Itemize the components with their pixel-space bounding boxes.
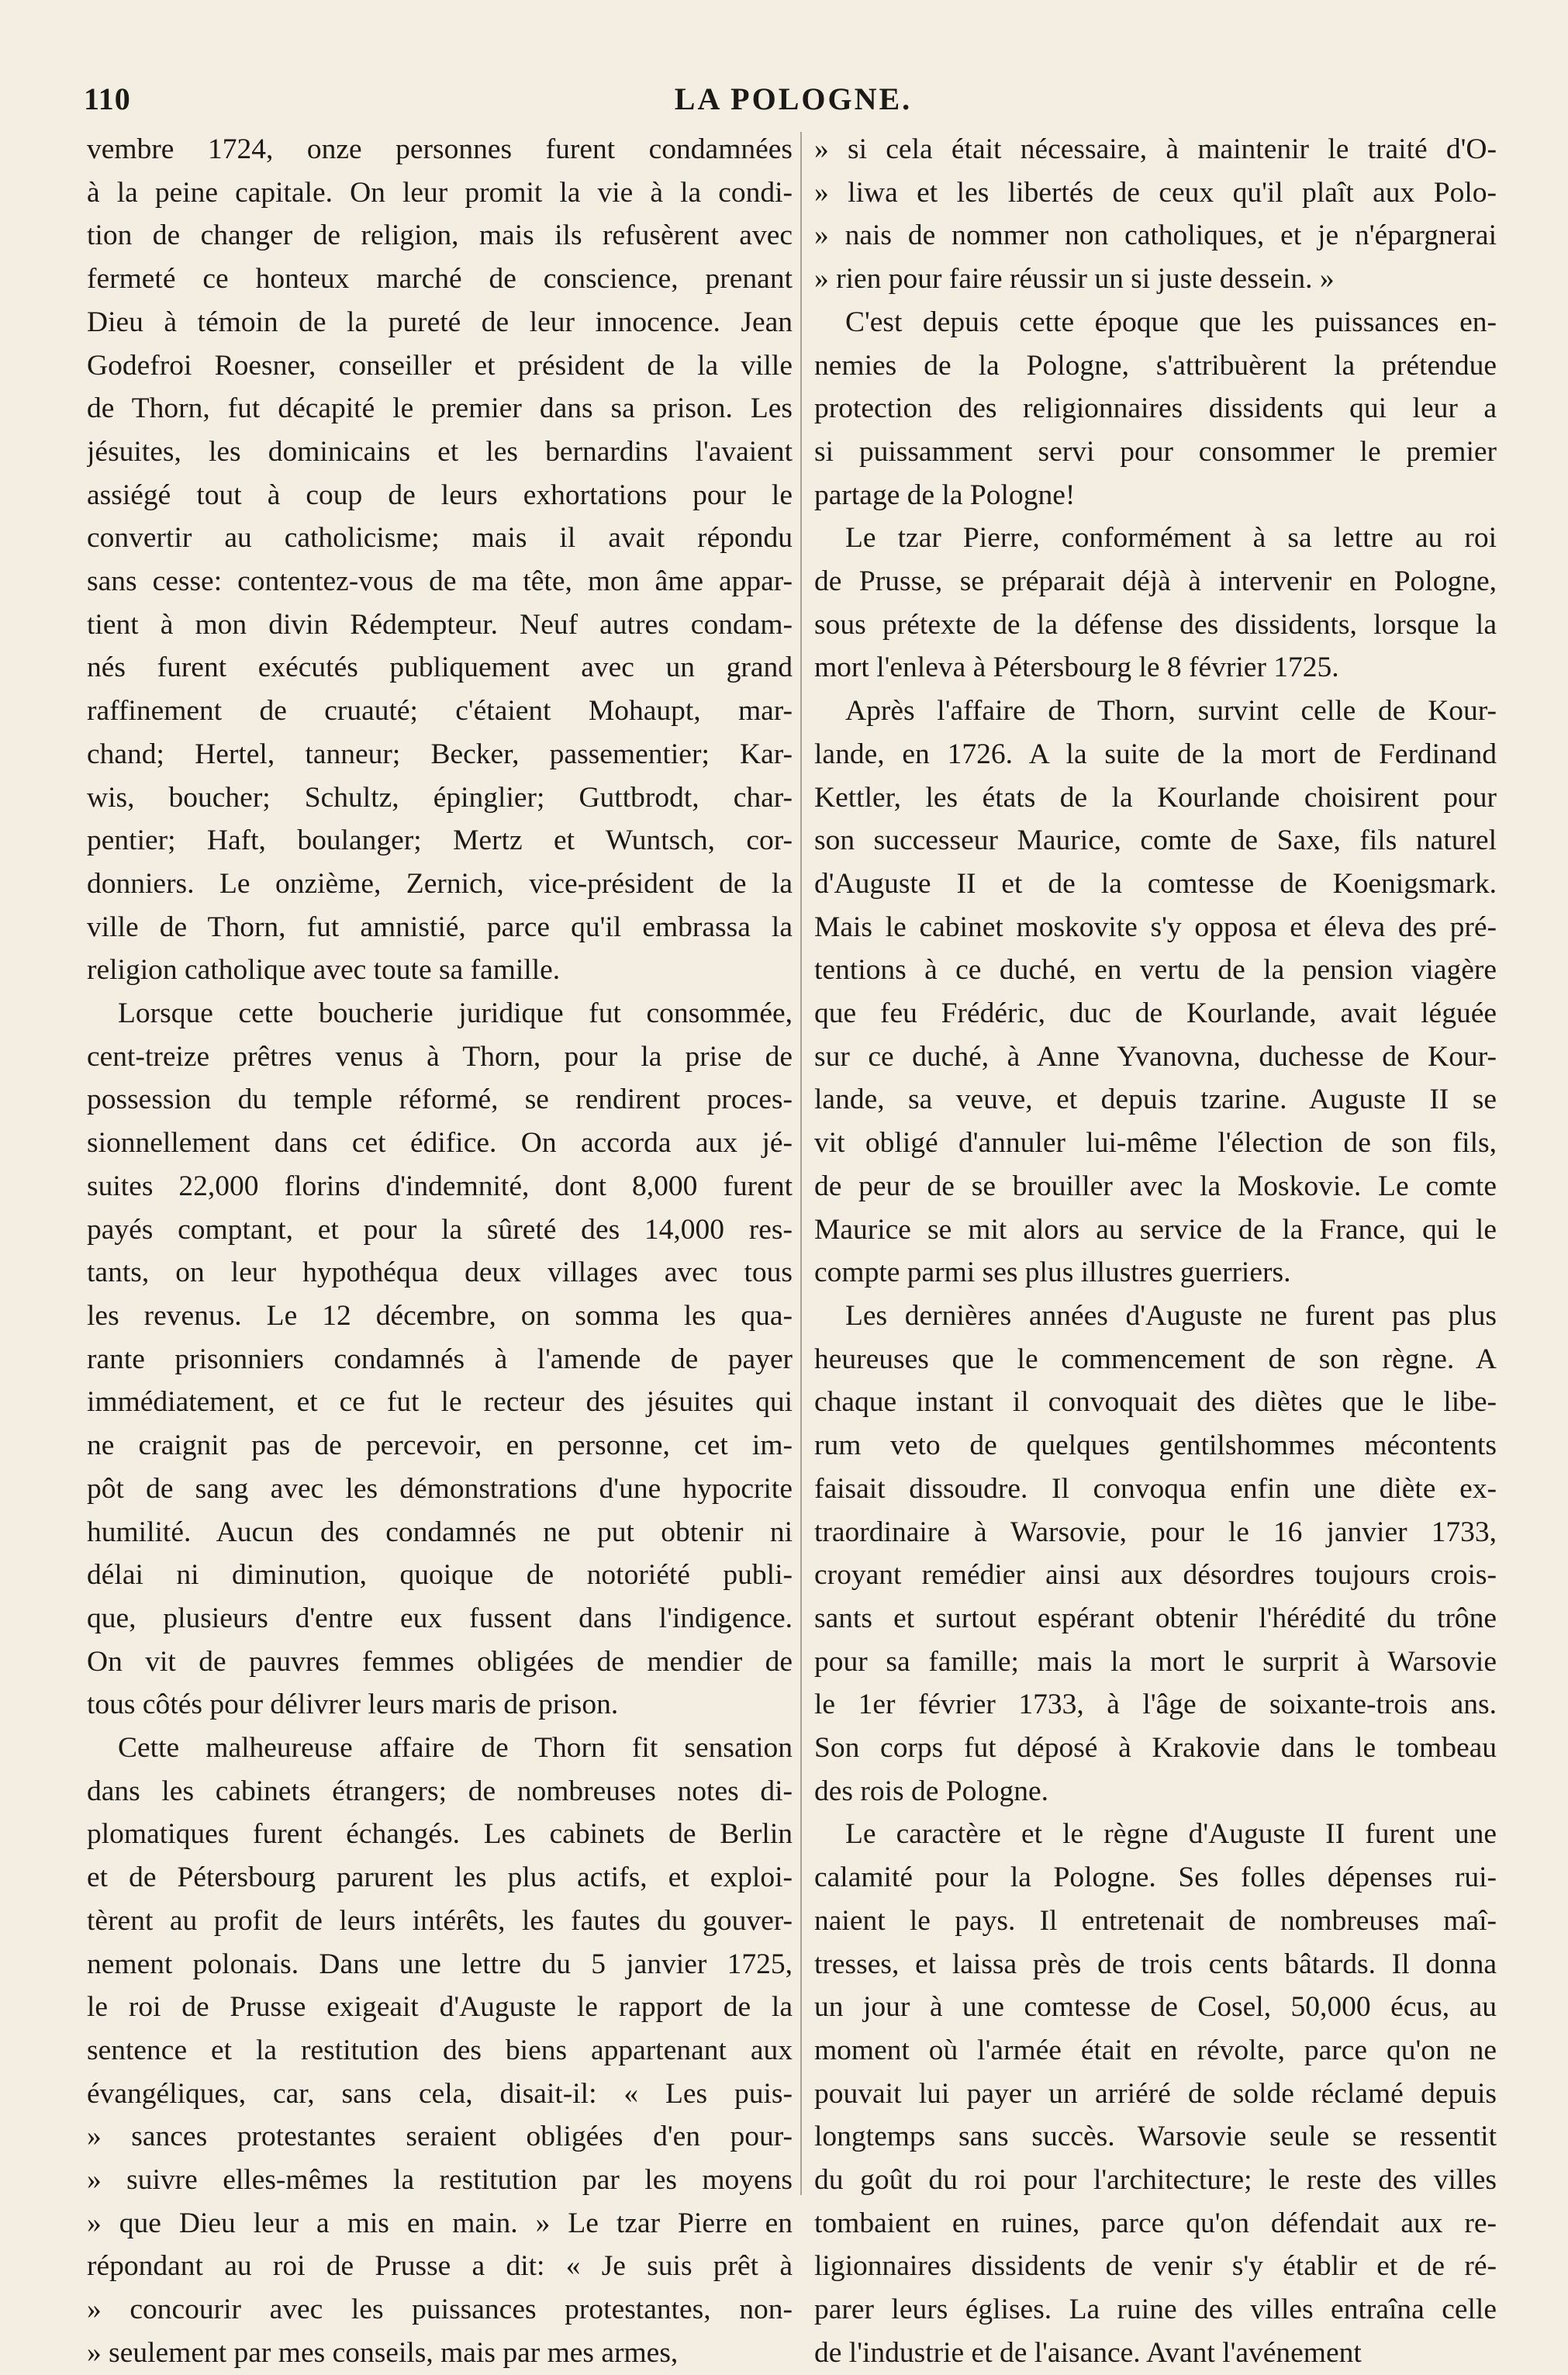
text-line: » sances protestantes seraient obligées d'en pour- [87, 2121, 793, 2153]
text-line: faisait dissoudre. Il convoqua enfin une diète ex- [814, 1472, 1497, 1505]
text-line: » suivre elles-mêmes la restitution par les moyens [87, 2164, 793, 2197]
text-line: Le caractère et le règne d'Auguste II furent une [845, 1818, 1497, 1851]
text-line: moment où l'armée était en révolte, parce qu'on ne [814, 2034, 1497, 2066]
text-line: calamité pour la Pologne. Ses folles dépenses rui- [814, 1862, 1497, 1894]
text-line: évangéliques, car, sans cela, disait-il: « Les puis- [87, 2077, 793, 2110]
text-line: répondant au roi de Prusse a dit: « Je suis prêt à [87, 2250, 793, 2283]
text-line: pouvait lui payer un arriéré de solde réclamé depuis [814, 2077, 1497, 2110]
text-line: Lorsque cette boucherie juridique fut consommée, [118, 997, 793, 1030]
text-line: payés comptant, et pour la sûreté des 14,000 res- [87, 1213, 793, 1246]
text-line: Cette malheureuse affaire de Thorn fit sensation [118, 1732, 793, 1765]
text-line: Le tzar Pierre, conformément à sa lettre au roi [845, 522, 1497, 555]
text-line: que, plusieurs d'entre eux fussent dans l'indigence. [87, 1602, 793, 1634]
text-line: Son corps fut déposé à Krakovie dans le tombeau [814, 1732, 1497, 1765]
text-line: Kettler, les états de la Kourlande choisirent pour [814, 781, 1497, 814]
paragraph [87, 992, 793, 1727]
text-line: sur ce duché, à Anne Yvanovna, duchesse de Kour- [814, 1040, 1497, 1073]
text-line: » seulement par mes conseils, mais par mes armes, [87, 2336, 679, 2369]
column-divider [800, 132, 802, 2195]
text-line: tentions à ce duché, en vertu de la pension viagère [814, 954, 1497, 987]
text-line: de Thorn, fut décapité le premier dans sa prison. Les [87, 392, 793, 425]
text-line: chaque instant il convoquait des diètes que le libe- [814, 1386, 1497, 1419]
text-line: humilité. Aucun des condamnés ne put obtenir ni [87, 1516, 793, 1548]
text-line: sionnellement dans cet édifice. On accorda aux jé- [87, 1127, 793, 1160]
text-line: Les dernières années d'Auguste ne furent pas plus [845, 1299, 1497, 1332]
text-line: assiégé tout à coup de leurs exhortations pour le [87, 479, 793, 511]
text-line: raffinement de cruauté; c'étaient Mohaupt, mar- [87, 695, 793, 728]
text-line: sants et surtout espérant obtenir l'hérédité du trône [814, 1602, 1497, 1634]
text-line: du goût du roi pour l'architecture; le reste des villes [814, 2164, 1497, 2197]
page-number: 110 [84, 81, 131, 116]
text-line: pôt de sang avec les démonstrations d'une hypocrite [87, 1472, 793, 1505]
text-line: compte parmi ses plus illustres guerriers. [814, 1257, 1291, 1289]
text-line: tèrent au profit de leurs intérêts, les fautes du gouver- [87, 1904, 793, 1937]
text-line: vit obligé d'annuler lui-même l'élection de son fils, [814, 1127, 1497, 1160]
text-line: plomatiques furent échangés. Les cabinets de Berlin [87, 1818, 793, 1851]
left-column [87, 128, 793, 2375]
text-line: Godefroi Roesner, conseiller et président de la ville [87, 349, 793, 382]
text-line: croyant remédier ainsi aux désordres toujours crois- [814, 1559, 1497, 1592]
text-line: de l'industrie et de l'aisance. Avant l'avénement [814, 2336, 1362, 2369]
text-line: et de Pétersbourg parurent les plus actifs, et exploi- [87, 1862, 793, 1894]
text-line: religion catholique avec toute sa famille. [87, 954, 561, 987]
text-line: » liwa et les libertés de ceux qu'il plaît aux Polo- [814, 176, 1497, 209]
text-line: rante prisonniers condamnés à l'amende de payer [87, 1343, 793, 1375]
text-line: nemies de la Pologne, s'attribuèrent la prétendue [814, 349, 1497, 382]
text-line: C'est depuis cette époque que les puissances en- [845, 306, 1497, 338]
text-line: tants, on leur hypothéqua deux villages avec tous [87, 1257, 793, 1289]
text-line: tous côtés pour délivrer leurs maris de prison. [87, 1689, 619, 1721]
text-line: heureuses que le commencement de son règne. A [814, 1343, 1497, 1375]
text-line: de Prusse, se préparait déjà à intervenir en Pologne, [814, 565, 1497, 598]
paragraph [814, 517, 1497, 690]
paragraph [87, 1727, 793, 2375]
text-line: jésuites, les dominicains et les bernardins l'avaient [87, 435, 793, 468]
text-line: sans cesse: contentez-vous de ma tête, mon âme appar- [87, 565, 793, 598]
text-line: le 1er février 1733, à l'âge de soixante-trois ans. [814, 1689, 1497, 1721]
text-line: partage de la Pologne! [814, 479, 1076, 511]
text-line: lande, sa veuve, et depuis tzarine. Auguste II se [814, 1084, 1497, 1116]
text-line: ligionnaires dissidents de venir s'y établir et de ré- [814, 2250, 1497, 2283]
text-line: de peur de se brouiller avec la Moskovie. Le comte [814, 1170, 1497, 1202]
text-line: que feu Frédéric, duc de Kourlande, avait léguée [814, 997, 1497, 1030]
text-line: On vit de pauvres femmes obligées de mendier de [87, 1645, 793, 1678]
text-line: » nais de nommer non catholiques, et je n'épargnerai [814, 220, 1497, 252]
text-line: » si cela était nécessaire, à maintenir le traité d'O- [814, 133, 1497, 165]
text-line: nement polonais. Dans une lettre du 5 janvier 1725, [87, 1948, 793, 1980]
paragraph [87, 128, 793, 992]
text-line: les revenus. Le 12 décembre, on somma les qua- [87, 1299, 793, 1332]
text-line: longtemps sans succès. Warsovie seule se ressentit [814, 2121, 1497, 2153]
text-line: ville de Thorn, fut amnistié, parce qu'il embrassa la [87, 911, 793, 943]
text-line: » concourir avec les puissances protestantes, non- [87, 2294, 793, 2326]
text-line: si puissamment servi pour consommer le premier [814, 435, 1497, 468]
page-header [84, 78, 1503, 124]
text-line: fermeté ce honteux marché de conscience, prenant [87, 263, 793, 296]
text-line: chand; Hertel, tanneur; Becker, passementier; Kar- [87, 738, 793, 770]
text-line: nés furent exécutés publiquement avec un grand [87, 652, 793, 684]
text-line: cent-treize prêtres venus à Thorn, pour la prise de [87, 1040, 793, 1073]
text-line: pentier; Haft, boulanger; Mertz et Wuntsch, cor- [87, 825, 793, 857]
text-line: » que Dieu leur a mis en main. » Le tzar Pierre en [87, 2207, 793, 2239]
text-line: Dieu à témoin de la pureté de leur innocence. Jean [87, 306, 793, 338]
text-line: le roi de Prusse exigeait d'Auguste le rapport de la [87, 1991, 793, 2024]
text-line: ne craignit pas de percevoir, en personne, cet im- [87, 1429, 793, 1462]
text-line: wis, boucher; Schultz, épinglier; Guttbrodt, char- [87, 781, 793, 814]
text-line: suites 22,000 florins d'indemnité, dont 8,000 furent [87, 1170, 793, 1202]
text-line: délai ni diminution, quoique de notoriété publi- [87, 1559, 793, 1592]
text-line: immédiatement, et ce fut le recteur des jésuites qui [87, 1386, 793, 1419]
text-line: sentence et la restitution des biens appartenant aux [87, 2034, 793, 2066]
text-line: tresses, et laissa près de trois cents bâtards. Il donna [814, 1948, 1497, 1980]
text-line: sous prétexte de la défense des dissidents, lorsque la [814, 608, 1497, 641]
text-line: mort l'enleva à Pétersbourg le 8 février 1725. [814, 652, 1339, 684]
text-line: à la peine capitale. On leur promit la vie à la condi- [87, 176, 793, 209]
paragraph [814, 690, 1497, 1295]
text-line: lande, en 1726. A la suite de la mort de Ferdinand [814, 738, 1497, 770]
right-column [814, 128, 1497, 2375]
text-line: naient le pays. Il entretenait de nombreuses maî- [814, 1904, 1497, 1937]
text-line: tient à mon divin Rédempteur. Neuf autres condam- [87, 608, 793, 641]
text-line: Mais le cabinet moskovite s'y opposa et éleva des pré- [814, 911, 1497, 943]
text-line: pour sa famille; mais la mort le surprit à Warsovie [814, 1645, 1497, 1678]
running-title: LA POLOGNE. [674, 81, 913, 116]
text-line: Après l'affaire de Thorn, survint celle de Kour- [845, 695, 1497, 728]
text-line: possession du temple réformé, se rendirent proces- [87, 1084, 793, 1116]
text-line: rum veto de quelques gentilshommes mécontents [814, 1429, 1497, 1462]
text-line: traordinaire à Warsovie, pour le 16 janvier 1733, [814, 1516, 1497, 1548]
text-line: parer leurs églises. La ruine des villes entraîna celle [814, 2294, 1497, 2326]
text-line: des rois de Pologne. [814, 1775, 1049, 1807]
text-line: Maurice se mit alors au service de la France, qui le [814, 1213, 1497, 1246]
paragraph [814, 1813, 1497, 2374]
text-line: » rien pour faire réussir un si juste dessein. » [814, 263, 1335, 296]
paragraph [814, 1295, 1497, 1813]
text-line: convertir au catholicisme; mais il avait répondu [87, 522, 793, 555]
text-line: dans les cabinets étrangers; de nombreuses notes di- [87, 1775, 793, 1807]
paragraph [814, 128, 1497, 301]
paragraph [814, 301, 1497, 517]
text-line: d'Auguste II et de la comtesse de Koenigsmark. [814, 867, 1497, 900]
text-line: donniers. Le onzième, Zernich, vice-président de la [87, 867, 793, 900]
text-line: son successeur Maurice, comte de Saxe, fils naturel [814, 825, 1497, 857]
text-line: protection des religionnaires dissidents qui leur a [814, 392, 1497, 425]
text-line: un jour à une comtesse de Cosel, 50,000 écus, au [814, 1991, 1497, 2024]
text-line: tion de changer de religion, mais ils refusèrent avec [87, 220, 793, 252]
text-line: tombaient en ruines, parce qu'on défendait aux re- [814, 2207, 1497, 2239]
text-line: vembre 1724, onze personnes furent condamnées [87, 133, 793, 165]
